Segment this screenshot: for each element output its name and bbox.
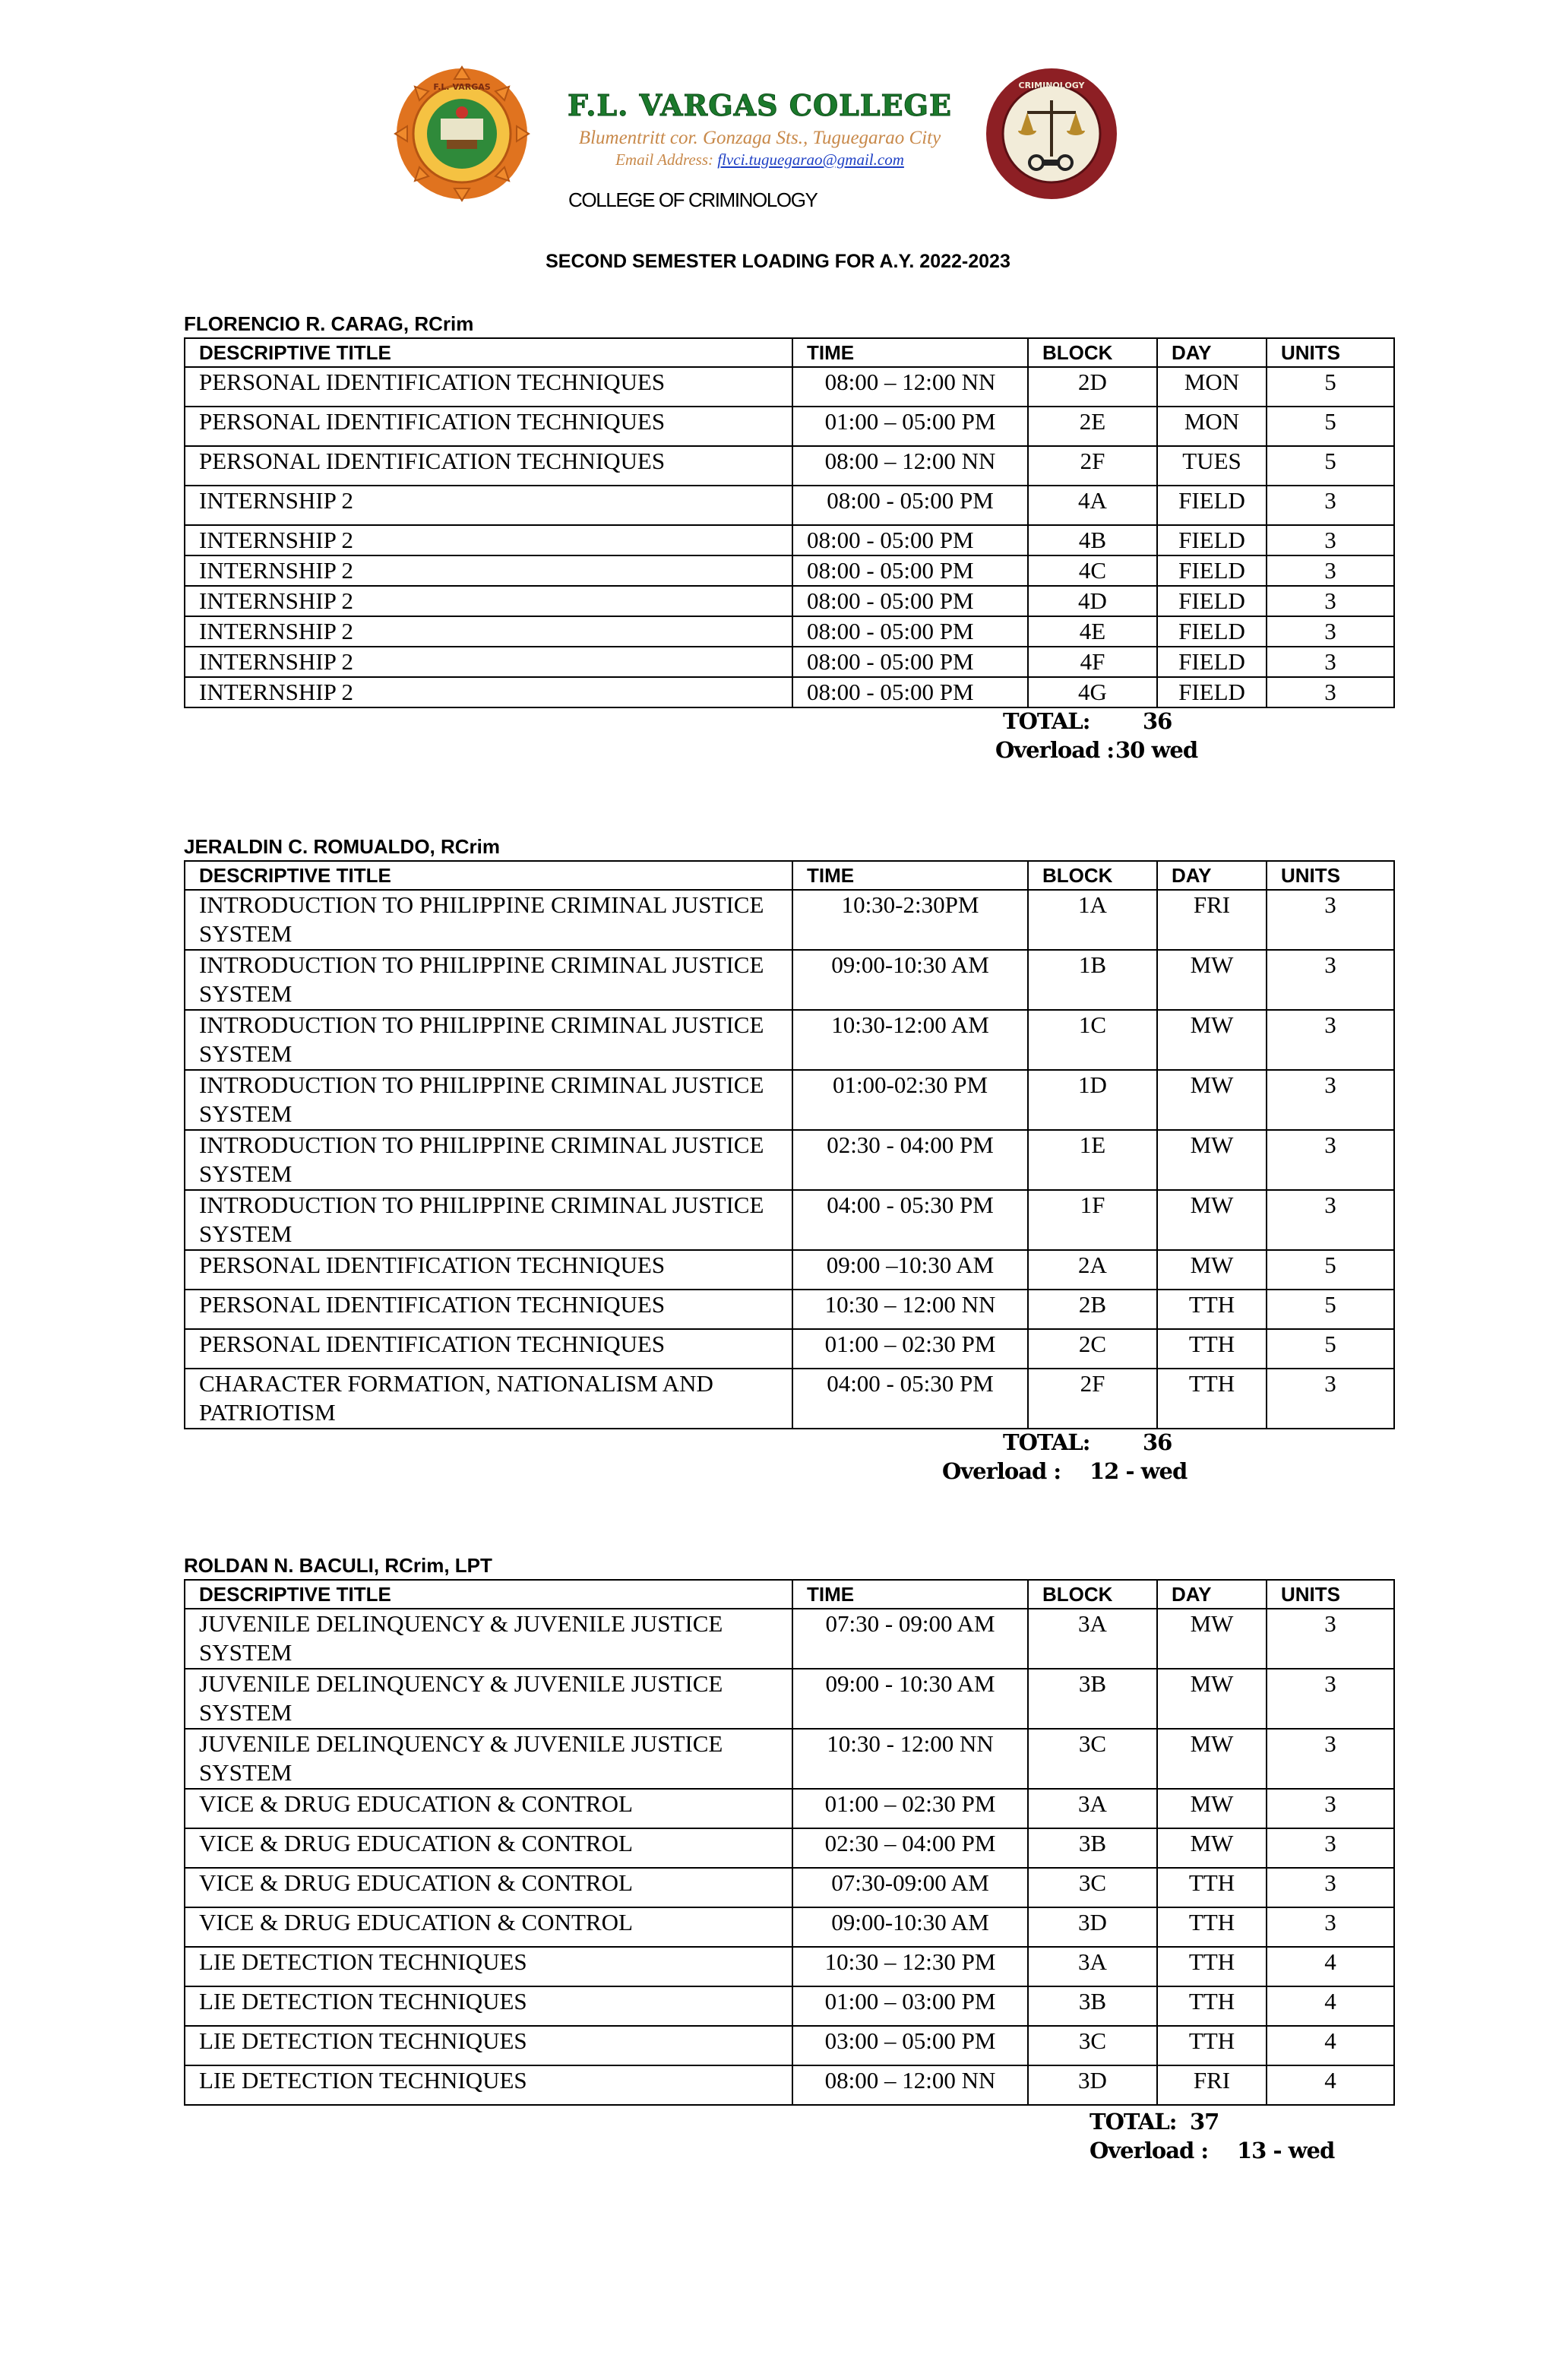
cell-block: 2B xyxy=(1028,1290,1157,1329)
cell-title: VICE & DRUG EDUCATION & CONTROL xyxy=(185,1789,792,1828)
cell-title: INTERNSHIP 2 xyxy=(185,486,792,525)
total-value: 36 xyxy=(1143,708,1172,734)
cell-time: 01:00-02:30 PM xyxy=(792,1070,1028,1130)
cell-units: 4 xyxy=(1267,2065,1394,2105)
cell-title: VICE & DRUG EDUCATION & CONTROL xyxy=(185,1907,792,1947)
instructor-name: JERALDIN C. ROMUALDO, RCrim xyxy=(184,835,501,858)
cell-title: LIE DETECTION TECHNIQUES xyxy=(185,2026,792,2065)
table-row xyxy=(185,367,1394,407)
cell-units: 3 xyxy=(1267,1868,1394,1907)
table-row xyxy=(185,1669,1394,1729)
totals-block xyxy=(184,708,1393,769)
col-header-day: DAY xyxy=(1157,338,1267,367)
table-row xyxy=(185,1789,1394,1828)
cell-time: 09:00-10:30 AM xyxy=(792,950,1028,1010)
table-row xyxy=(185,1250,1394,1290)
table-row xyxy=(185,1907,1394,1947)
cell-units: 3 xyxy=(1267,1070,1394,1130)
cell-block: 2D xyxy=(1028,367,1157,407)
cell-day: MW xyxy=(1157,1010,1267,1070)
cell-day: MW xyxy=(1157,1190,1267,1250)
instructor-name: ROLDAN N. BACULI, RCrim, LPT xyxy=(184,1554,492,1577)
cell-day: FIELD xyxy=(1157,486,1267,525)
cell-title: INTERNSHIP 2 xyxy=(185,525,792,555)
cell-time: 09:00-10:30 AM xyxy=(792,1907,1028,1947)
cell-time: 08:00 - 05:00 PM xyxy=(792,555,1028,586)
cell-block: 4C xyxy=(1028,555,1157,586)
cell-title: VICE & DRUG EDUCATION & CONTROL xyxy=(185,1828,792,1868)
table-row xyxy=(185,1369,1394,1429)
cell-units: 3 xyxy=(1267,1729,1394,1789)
cell-block: 1C xyxy=(1028,1010,1157,1070)
cell-day: MW xyxy=(1157,1669,1267,1729)
cell-day: TTH xyxy=(1157,1868,1267,1907)
table-row xyxy=(185,950,1394,1010)
document-title: SECOND SEMESTER LOADING FOR A.Y. 2022-2023 xyxy=(546,251,1010,272)
cell-day: MW xyxy=(1157,1789,1267,1828)
cell-units: 3 xyxy=(1267,525,1394,555)
cell-units: 3 xyxy=(1267,1789,1394,1828)
cell-units: 3 xyxy=(1267,647,1394,677)
cell-title: INTRODUCTION TO PHILIPPINE CRIMINAL JUSTICE SYSTEM xyxy=(185,1190,792,1250)
cell-units: 5 xyxy=(1267,1250,1394,1290)
cell-title: INTRODUCTION TO PHILIPPINE CRIMINAL JUSTICE SYSTEM xyxy=(185,1130,792,1190)
col-header-time: TIME xyxy=(792,1580,1028,1609)
cell-title: PERSONAL IDENTIFICATION TECHNIQUES xyxy=(185,446,792,486)
cell-time: 08:00 - 05:00 PM xyxy=(792,486,1028,525)
cell-day: MW xyxy=(1157,1250,1267,1290)
criminology-seal-logo xyxy=(983,65,1120,202)
col-header-block: BLOCK xyxy=(1028,861,1157,890)
table-row xyxy=(185,1329,1394,1369)
svg-text:F.L. VARGAS: F.L. VARGAS xyxy=(433,82,491,92)
cell-day: TTH xyxy=(1157,1907,1267,1947)
college-name: F.L. VARGAS COLLEGE xyxy=(568,88,952,122)
overload-label: Overload : xyxy=(1090,2138,1209,2163)
col-header-title: DESCRIPTIVE TITLE xyxy=(185,861,792,890)
cell-time: 02:30 – 04:00 PM xyxy=(792,1828,1028,1868)
cell-block: 2C xyxy=(1028,1329,1157,1369)
cell-units: 3 xyxy=(1267,1010,1394,1070)
cell-title: LIE DETECTION TECHNIQUES xyxy=(185,1947,792,1986)
table-row xyxy=(185,1609,1394,1669)
cell-block: 2E xyxy=(1028,407,1157,446)
cell-block: 4E xyxy=(1028,616,1157,647)
cell-time: 02:30 - 04:00 PM xyxy=(792,1130,1028,1190)
cell-block: 4B xyxy=(1028,525,1157,555)
cell-block: 2F xyxy=(1028,446,1157,486)
cell-day: MW xyxy=(1157,950,1267,1010)
col-header-time: TIME xyxy=(792,861,1028,890)
cell-title: VICE & DRUG EDUCATION & CONTROL xyxy=(185,1868,792,1907)
cell-title: PERSONAL IDENTIFICATION TECHNIQUES xyxy=(185,1329,792,1369)
cell-day: MON xyxy=(1157,407,1267,446)
table-row xyxy=(185,525,1394,555)
col-header-day: DAY xyxy=(1157,861,1267,890)
table-row xyxy=(185,2026,1394,2065)
cell-time: 08:00 – 12:00 NN xyxy=(792,446,1028,486)
letterhead xyxy=(0,61,1556,228)
cell-time: 01:00 – 02:30 PM xyxy=(792,1329,1028,1369)
cell-units: 5 xyxy=(1267,1290,1394,1329)
cell-title: LIE DETECTION TECHNIQUES xyxy=(185,2065,792,2105)
instructor-section xyxy=(184,833,1393,1490)
cell-block: 4F xyxy=(1028,647,1157,677)
col-header-day: DAY xyxy=(1157,1580,1267,1609)
col-header-block: BLOCK xyxy=(1028,1580,1157,1609)
cell-block: 1D xyxy=(1028,1070,1157,1130)
cell-time: 10:30 – 12:30 PM xyxy=(792,1947,1028,1986)
cell-title: INTERNSHIP 2 xyxy=(185,586,792,616)
cell-title: JUVENILE DELINQUENCY & JUVENILE JUSTICE SYSTEM xyxy=(185,1609,792,1669)
cell-block: 3C xyxy=(1028,2026,1157,2065)
cell-day: FIELD xyxy=(1157,525,1267,555)
table-row xyxy=(185,1070,1394,1130)
cell-units: 3 xyxy=(1267,1609,1394,1669)
cell-title: CHARACTER FORMATION, NATIONALISM AND PATRIOTISM xyxy=(185,1369,792,1429)
cell-title: LIE DETECTION TECHNIQUES xyxy=(185,1986,792,2026)
cell-title: INTRODUCTION TO PHILIPPINE CRIMINAL JUSTICE SYSTEM xyxy=(185,950,792,1010)
cell-time: 01:00 – 05:00 PM xyxy=(792,407,1028,446)
cell-time: 03:00 – 05:00 PM xyxy=(792,2026,1028,2065)
cell-day: FIELD xyxy=(1157,647,1267,677)
cell-block: 3C xyxy=(1028,1868,1157,1907)
cell-day: TTH xyxy=(1157,1986,1267,2026)
col-header-time: TIME xyxy=(792,338,1028,367)
cell-day: TTH xyxy=(1157,2026,1267,2065)
loading-table xyxy=(184,337,1395,708)
cell-units: 3 xyxy=(1267,616,1394,647)
cell-title: JUVENILE DELINQUENCY & JUVENILE JUSTICE SYSTEM xyxy=(185,1669,792,1729)
cell-units: 3 xyxy=(1267,890,1394,950)
cell-day: FIELD xyxy=(1157,677,1267,707)
cell-units: 5 xyxy=(1267,367,1394,407)
cell-block: 3D xyxy=(1028,2065,1157,2105)
cell-time: 07:30-09:00 AM xyxy=(792,1868,1028,1907)
loading-table xyxy=(184,1579,1395,2106)
cell-time: 10:30-12:00 AM xyxy=(792,1010,1028,1070)
cell-day: FIELD xyxy=(1157,616,1267,647)
cell-day: TTH xyxy=(1157,1947,1267,1986)
table-row xyxy=(185,1729,1394,1789)
cell-units: 3 xyxy=(1267,1190,1394,1250)
table-row xyxy=(185,2065,1394,2105)
cell-block: 3B xyxy=(1028,1986,1157,2026)
cell-block: 4A xyxy=(1028,486,1157,525)
instructor-section xyxy=(184,1552,1393,2166)
cell-time: 01:00 – 03:00 PM xyxy=(792,1986,1028,2026)
cell-day: MON xyxy=(1157,367,1267,407)
instructor-name: FLORENCIO R. CARAG, RCrim xyxy=(184,312,474,335)
cell-units: 3 xyxy=(1267,486,1394,525)
cell-time: 09:00 –10:30 AM xyxy=(792,1250,1028,1290)
svg-text:CRIMINOLOGY: CRIMINOLOGY xyxy=(1018,81,1085,90)
instructor-section xyxy=(184,310,1393,769)
table-header-row xyxy=(185,338,1394,367)
cell-time: 08:00 – 12:00 NN xyxy=(792,367,1028,407)
cell-units: 3 xyxy=(1267,1369,1394,1429)
cell-block: 3D xyxy=(1028,1907,1157,1947)
cell-title: INTERNSHIP 2 xyxy=(185,677,792,707)
cell-block: 1A xyxy=(1028,890,1157,950)
table-row xyxy=(185,407,1394,446)
table-row xyxy=(185,1828,1394,1868)
table-row xyxy=(185,1986,1394,2026)
cell-title: INTERNSHIP 2 xyxy=(185,616,792,647)
totals-block xyxy=(184,1429,1393,1490)
table-row xyxy=(185,1130,1394,1190)
cell-block: 3A xyxy=(1028,1609,1157,1669)
cell-units: 3 xyxy=(1267,1130,1394,1190)
cell-day: FIELD xyxy=(1157,586,1267,616)
cell-time: 08:00 - 05:00 PM xyxy=(792,616,1028,647)
cell-day: FRI xyxy=(1157,890,1267,950)
table-row xyxy=(185,677,1394,707)
overload-value: 30 wed xyxy=(1115,737,1198,763)
col-header-units: UNITS xyxy=(1267,338,1394,367)
email-line xyxy=(532,150,988,169)
cell-time: 10:30-2:30PM xyxy=(792,890,1028,950)
cell-units: 3 xyxy=(1267,1828,1394,1868)
cell-day: TTH xyxy=(1157,1329,1267,1369)
col-header-units: UNITS xyxy=(1267,861,1394,890)
table-row xyxy=(185,555,1394,586)
table-row xyxy=(185,1190,1394,1250)
cell-time: 04:00 - 05:30 PM xyxy=(792,1190,1028,1250)
department-name: COLLEGE OF CRIMINOLOGY xyxy=(568,188,818,211)
table-row xyxy=(185,1868,1394,1907)
cell-units: 5 xyxy=(1267,446,1394,486)
total-value: 36 xyxy=(1143,1429,1172,1455)
cell-time: 10:30 - 12:00 NN xyxy=(792,1729,1028,1789)
cell-time: 08:00 - 05:00 PM xyxy=(792,677,1028,707)
cell-time: 08:00 - 05:00 PM xyxy=(792,647,1028,677)
cell-title: PERSONAL IDENTIFICATION TECHNIQUES xyxy=(185,367,792,407)
total-value: 37 xyxy=(1190,2109,1219,2135)
cell-block: 4D xyxy=(1028,586,1157,616)
table-row xyxy=(185,446,1394,486)
cell-time: 04:00 - 05:30 PM xyxy=(792,1369,1028,1429)
cell-units: 5 xyxy=(1267,1329,1394,1369)
table-row xyxy=(185,486,1394,525)
totals-block xyxy=(184,2106,1393,2166)
college-seal-logo xyxy=(394,65,530,202)
table-row xyxy=(185,1010,1394,1070)
cell-title: PERSONAL IDENTIFICATION TECHNIQUES xyxy=(185,1250,792,1290)
total-label: TOTAL: xyxy=(1090,2109,1177,2135)
cell-units: 3 xyxy=(1267,677,1394,707)
cell-block: 1E xyxy=(1028,1130,1157,1190)
table-row xyxy=(185,1290,1394,1329)
cell-time: 07:30 - 09:00 AM xyxy=(792,1609,1028,1669)
overload-label: Overload : xyxy=(942,1458,1061,1484)
col-header-units: UNITS xyxy=(1267,1580,1394,1609)
cell-units: 3 xyxy=(1267,950,1394,1010)
cell-units: 5 xyxy=(1267,407,1394,446)
cell-units: 3 xyxy=(1267,555,1394,586)
cell-block: 3A xyxy=(1028,1789,1157,1828)
cell-block: 3B xyxy=(1028,1669,1157,1729)
cell-time: 01:00 – 02:30 PM xyxy=(792,1789,1028,1828)
cell-day: MW xyxy=(1157,1729,1267,1789)
cell-day: TTH xyxy=(1157,1369,1267,1429)
cell-time: 08:00 - 05:00 PM xyxy=(792,586,1028,616)
cell-day: MW xyxy=(1157,1070,1267,1130)
cell-day: FIELD xyxy=(1157,555,1267,586)
cell-units: 3 xyxy=(1267,1669,1394,1729)
table-row xyxy=(185,1947,1394,1986)
cell-day: MW xyxy=(1157,1130,1267,1190)
cell-title: INTERNSHIP 2 xyxy=(185,647,792,677)
cell-title: INTRODUCTION TO PHILIPPINE CRIMINAL JUSTICE SYSTEM xyxy=(185,1070,792,1130)
cell-units: 4 xyxy=(1267,1947,1394,1986)
overload-value: 12 - wed xyxy=(1090,1458,1188,1484)
cell-block: 2F xyxy=(1028,1369,1157,1429)
cell-block: 1B xyxy=(1028,950,1157,1010)
cell-time: 10:30 – 12:00 NN xyxy=(792,1290,1028,1329)
cell-title: INTERNSHIP 2 xyxy=(185,555,792,586)
cell-title: JUVENILE DELINQUENCY & JUVENILE JUSTICE SYSTEM xyxy=(185,1729,792,1789)
overload-label: Overload : xyxy=(995,737,1115,763)
table-row xyxy=(185,616,1394,647)
col-header-title: DESCRIPTIVE TITLE xyxy=(185,1580,792,1609)
cell-day: FRI xyxy=(1157,2065,1267,2105)
email-label: Email Address: xyxy=(615,150,718,169)
cell-day: TTH xyxy=(1157,1290,1267,1329)
cell-units: 3 xyxy=(1267,1907,1394,1947)
total-label: TOTAL: xyxy=(1003,708,1090,734)
table-row xyxy=(185,647,1394,677)
table-header-row xyxy=(185,1580,1394,1609)
col-header-block: BLOCK xyxy=(1028,338,1157,367)
cell-time: 08:00 - 05:00 PM xyxy=(792,525,1028,555)
col-header-title: DESCRIPTIVE TITLE xyxy=(185,338,792,367)
cell-title: PERSONAL IDENTIFICATION TECHNIQUES xyxy=(185,407,792,446)
cell-title: PERSONAL IDENTIFICATION TECHNIQUES xyxy=(185,1290,792,1329)
cell-block: 3B xyxy=(1028,1828,1157,1868)
table-row xyxy=(185,586,1394,616)
cell-units: 3 xyxy=(1267,586,1394,616)
cell-day: TUES xyxy=(1157,446,1267,486)
cell-day: MW xyxy=(1157,1828,1267,1868)
table-row xyxy=(185,890,1394,950)
cell-units: 4 xyxy=(1267,1986,1394,2026)
college-address: Blumentritt cor. Gonzaga Sts., Tuguegarao City xyxy=(578,128,941,148)
cell-time: 09:00 - 10:30 AM xyxy=(792,1669,1028,1729)
table-header-row xyxy=(185,861,1394,890)
overload-value: 13 - wed xyxy=(1237,2138,1335,2163)
cell-block: 3A xyxy=(1028,1947,1157,1986)
cell-block: 3C xyxy=(1028,1729,1157,1789)
email-link[interactable]: flvci.tuguegarao@gmail.com xyxy=(717,150,904,169)
cell-block: 4G xyxy=(1028,677,1157,707)
loading-table xyxy=(184,860,1395,1429)
cell-title: INTRODUCTION TO PHILIPPINE CRIMINAL JUSTICE SYSTEM xyxy=(185,890,792,950)
cell-title: INTRODUCTION TO PHILIPPINE CRIMINAL JUSTICE SYSTEM xyxy=(185,1010,792,1070)
cell-units: 4 xyxy=(1267,2026,1394,2065)
cell-day: MW xyxy=(1157,1609,1267,1669)
cell-block: 1F xyxy=(1028,1190,1157,1250)
cell-time: 08:00 – 12:00 NN xyxy=(792,2065,1028,2105)
cell-block: 2A xyxy=(1028,1250,1157,1290)
total-label: TOTAL: xyxy=(1003,1429,1090,1455)
